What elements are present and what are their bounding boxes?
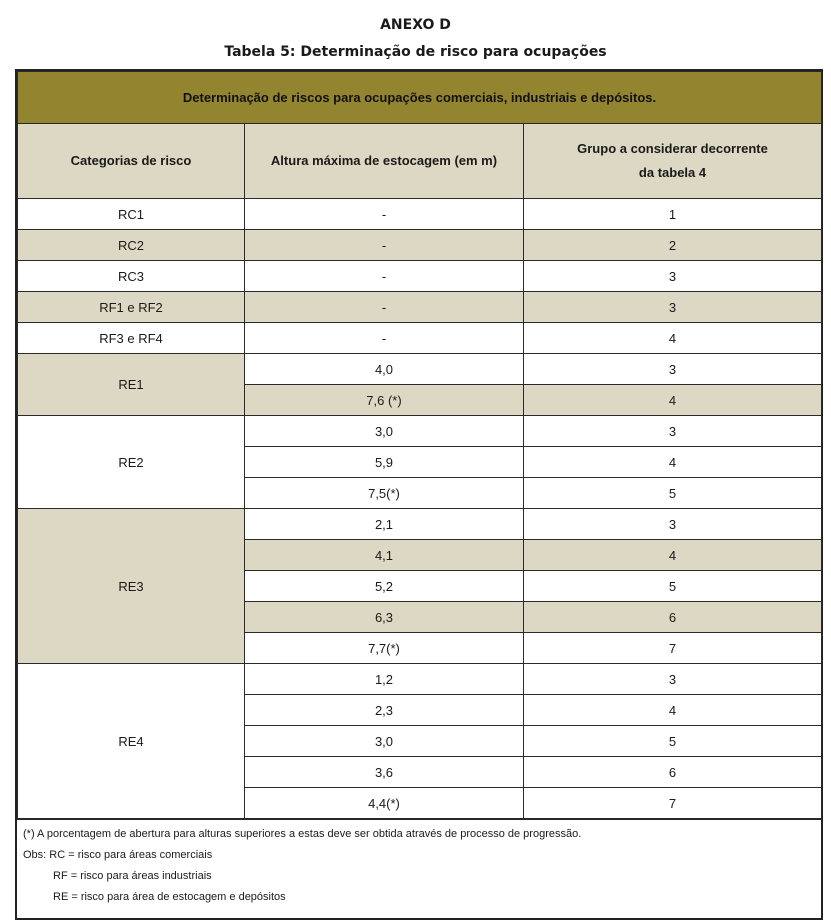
table-row: [18, 664, 822, 695]
obs-rc: Obs: RC = risco para áreas comerciais: [23, 849, 213, 861]
cell-height: 4,0: [245, 354, 524, 385]
cell-category: RC2: [18, 230, 245, 261]
cell-height: 3,6: [245, 757, 524, 788]
cell-height: 6,3: [245, 602, 524, 633]
column-header-height: Altura máxima de estocagem (em m): [245, 124, 524, 199]
cell-group: 7: [524, 788, 822, 819]
cell-category: RC1: [18, 199, 245, 230]
cell-group: 3: [524, 416, 822, 447]
cell-category: RF3 e RF4: [18, 323, 245, 354]
cell-height: 7,7(*): [245, 633, 524, 664]
table-title: Tabela 5: Determinação de risco para ocupações: [224, 44, 607, 60]
cell-group: 3: [524, 292, 822, 323]
cell-height: 7,5(*): [245, 478, 524, 509]
obs-re: RE = risco para área de estocagem e depósitos: [53, 891, 286, 903]
cell-category: RE3: [18, 509, 245, 664]
column-header-group-line2: da tabela 4: [638, 165, 707, 180]
cell-category: RF1 e RF2: [18, 292, 245, 323]
cell-height: 2,3: [245, 695, 524, 726]
table-row: [18, 199, 822, 230]
table-row: [18, 416, 822, 447]
cell-group: 4: [524, 540, 822, 571]
table-row: [18, 292, 822, 323]
cell-group: 5: [524, 478, 822, 509]
risk-table-body: [18, 72, 822, 819]
column-header-group-line1: Grupo a considerar decorrente: [577, 141, 768, 156]
table-banner: Determinação de riscos para ocupações comerciais, industriais e depósitos.: [18, 72, 822, 124]
table-row: [18, 354, 822, 385]
cell-group: 6: [524, 602, 822, 633]
cell-group: 6: [524, 757, 822, 788]
column-header-row: [18, 124, 822, 199]
cell-group: 4: [524, 385, 822, 416]
obs-rf: RF = risco para áreas industriais: [53, 870, 212, 882]
cell-group: 1: [524, 199, 822, 230]
table-row: [18, 509, 822, 540]
footnote: (*) A porcentagem de abertura para alturas superiores a estas deve ser obtida através de processo de progressão.: [23, 828, 582, 840]
cell-group: 4: [524, 323, 822, 354]
cell-height: 3,0: [245, 726, 524, 757]
cell-category: RE4: [18, 664, 245, 819]
cell-group: 3: [524, 354, 822, 385]
risk-table: [15, 69, 823, 920]
cell-height: -: [245, 323, 524, 354]
table-notes: [17, 819, 821, 918]
cell-group: 5: [524, 726, 822, 757]
column-header-group: [524, 124, 822, 199]
table-row: [18, 261, 822, 292]
cell-height: 1,2: [245, 664, 524, 695]
cell-group: 2: [524, 230, 822, 261]
cell-group: 3: [524, 261, 822, 292]
cell-height: -: [245, 261, 524, 292]
cell-height: 5,9: [245, 447, 524, 478]
table-row: [18, 323, 822, 354]
cell-group: 5: [524, 571, 822, 602]
cell-height: -: [245, 230, 524, 261]
cell-height: 2,1: [245, 509, 524, 540]
cell-category: RE1: [18, 354, 245, 416]
cell-category: RE2: [18, 416, 245, 509]
annex-heading: ANEXO D: [380, 17, 451, 33]
cell-height: 7,6 (*): [245, 385, 524, 416]
cell-height: -: [245, 292, 524, 323]
cell-group: 3: [524, 509, 822, 540]
cell-height: -: [245, 199, 524, 230]
cell-height: 4,4(*): [245, 788, 524, 819]
risk-table-grid: [17, 71, 822, 819]
table-row: [18, 230, 822, 261]
cell-height: 4,1: [245, 540, 524, 571]
column-header-category: Categorias de risco: [18, 124, 245, 199]
cell-group: 7: [524, 633, 822, 664]
cell-height: 3,0: [245, 416, 524, 447]
cell-height: 5,2: [245, 571, 524, 602]
cell-group: 4: [524, 447, 822, 478]
cell-category: RC3: [18, 261, 245, 292]
cell-group: 3: [524, 664, 822, 695]
cell-group: 4: [524, 695, 822, 726]
